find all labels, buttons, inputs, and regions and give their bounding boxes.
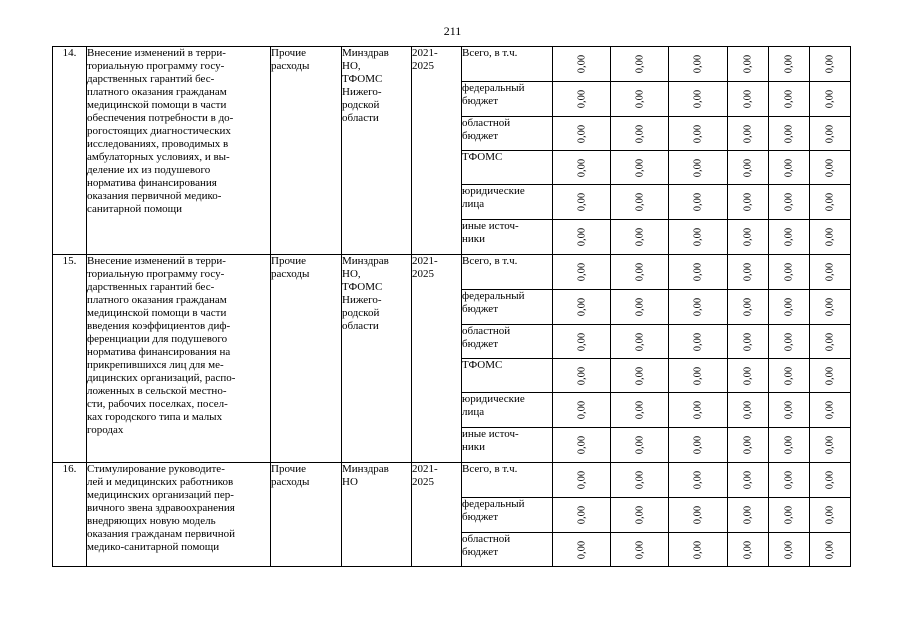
funding-value-text: 0,00 [634, 332, 645, 351]
funding-value [810, 325, 851, 359]
funding-value-text: 0,00 [742, 400, 754, 420]
funding-value-text: 0,00 [783, 470, 795, 490]
funding-value-text: 0,00 [634, 124, 645, 143]
funding-value [769, 151, 810, 185]
funding-value-text: 0,00 [783, 89, 795, 109]
funding-value-text: 0,00 [783, 158, 795, 177]
funding-value-text: 0,00 [742, 124, 754, 143]
funding-value [810, 117, 851, 151]
funding-value-text: 0,00 [634, 192, 645, 212]
table-row [53, 463, 851, 498]
funding-value [810, 185, 851, 220]
funding-value [611, 47, 669, 82]
measure-number-text: 16. [62, 463, 77, 475]
funding-value-text: 0,00 [692, 470, 704, 490]
funding-source-text: Всего, в т.ч. [462, 255, 518, 267]
funding-value [769, 325, 810, 359]
funding-value [728, 393, 769, 428]
period-text: 2021- 2025 [412, 463, 438, 488]
funding-value-text: 0,00 [576, 332, 587, 351]
funding-value-text: 0,00 [634, 435, 645, 455]
funding-value [810, 359, 851, 393]
funding-source-text: юридические лица [462, 185, 525, 210]
funding-value-text: 0,00 [824, 158, 836, 177]
funding-source-text: ТФОМС [462, 151, 503, 163]
funding-value [728, 185, 769, 220]
funding-value-text: 0,00 [742, 89, 754, 109]
funding-value-text: 0,00 [634, 227, 645, 247]
executor [342, 47, 412, 255]
funding-source-text: федеральный бюджет [462, 290, 525, 315]
funding-source [462, 255, 553, 290]
funding-value-text: 0,00 [824, 470, 836, 490]
funding-value [728, 428, 769, 463]
funding-value [553, 290, 611, 325]
funding-value [669, 428, 728, 463]
funding-value [611, 533, 669, 567]
funding-value-text: 0,00 [692, 158, 704, 177]
expense-type-text: Прочие расходы [271, 463, 310, 488]
funding-value [553, 117, 611, 151]
funding-value [553, 463, 611, 498]
funding-value-text: 0,00 [783, 400, 795, 420]
funding-value [769, 533, 810, 567]
expense-type [271, 255, 342, 463]
funding-source [462, 325, 553, 359]
funding-value [769, 185, 810, 220]
funding-value-text: 0,00 [634, 505, 645, 525]
funding-source-text: иные источ- ники [462, 220, 519, 245]
funding-value-text: 0,00 [783, 54, 795, 74]
funding-value [728, 498, 769, 533]
funding-value-text: 0,00 [824, 262, 836, 282]
funding-value [553, 325, 611, 359]
funding-value-text: 0,00 [576, 505, 587, 525]
funding-source-text: Всего, в т.ч. [462, 463, 518, 475]
funding-value-text: 0,00 [634, 89, 645, 109]
funding-value-text: 0,00 [742, 192, 754, 212]
period [412, 255, 462, 463]
period [412, 47, 462, 255]
funding-value [553, 255, 611, 290]
funding-value-text: 0,00 [634, 400, 645, 420]
funding-value [769, 428, 810, 463]
funding-source-text: областной бюджет [462, 117, 511, 142]
funding-value-text: 0,00 [692, 89, 704, 109]
funding-source [462, 151, 553, 185]
funding-value-text: 0,00 [576, 470, 587, 490]
funding-value-text: 0,00 [783, 435, 795, 455]
funding-value [669, 117, 728, 151]
funding-value [611, 428, 669, 463]
funding-source [462, 47, 553, 82]
funding-value-text: 0,00 [576, 366, 587, 385]
funding-value [553, 498, 611, 533]
funding-value [611, 325, 669, 359]
period-text: 2021- 2025 [412, 47, 438, 72]
funding-value-text: 0,00 [634, 366, 645, 385]
funding-value [769, 290, 810, 325]
funding-value-text: 0,00 [824, 505, 836, 525]
funding-value [553, 533, 611, 567]
funding-value-text: 0,00 [576, 435, 587, 455]
funding-value [611, 255, 669, 290]
funding-value-text: 0,00 [824, 400, 836, 420]
funding-value [611, 185, 669, 220]
funding-value [769, 255, 810, 290]
period-text: 2021- 2025 [412, 255, 438, 280]
period [412, 463, 462, 567]
funding-value [810, 428, 851, 463]
funding-source [462, 428, 553, 463]
funding-value [669, 255, 728, 290]
funding-value [769, 220, 810, 255]
measure-description [87, 47, 271, 255]
funding-value [669, 82, 728, 117]
funding-source-text: областной бюджет [462, 325, 511, 350]
funding-value-text: 0,00 [783, 262, 795, 282]
expense-type [271, 47, 342, 255]
funding-value [769, 117, 810, 151]
funding-value-text: 0,00 [742, 435, 754, 455]
funding-source [462, 290, 553, 325]
funding-value-text: 0,00 [824, 540, 836, 559]
funding-value [611, 393, 669, 428]
funding-source [462, 533, 553, 567]
funding-source [462, 185, 553, 220]
funding-value [669, 393, 728, 428]
funding-value-text: 0,00 [783, 505, 795, 525]
funding-value [553, 359, 611, 393]
table-body [53, 47, 851, 567]
executor [342, 255, 412, 463]
funding-value-text: 0,00 [824, 435, 836, 455]
funding-value-text: 0,00 [742, 262, 754, 282]
measure-number-text: 14. [62, 47, 77, 59]
funding-value [728, 151, 769, 185]
funding-value [611, 117, 669, 151]
funding-value-text: 0,00 [692, 262, 704, 282]
funding-value-text: 0,00 [576, 540, 587, 559]
funding-value [810, 255, 851, 290]
funding-value-text: 0,00 [742, 297, 754, 317]
funding-value-text: 0,00 [692, 332, 704, 351]
funding-value [553, 82, 611, 117]
funding-value-text: 0,00 [692, 297, 704, 317]
funding-source-text: федеральный бюджет [462, 498, 525, 523]
funding-value [728, 325, 769, 359]
funding-value-text: 0,00 [576, 262, 587, 282]
funding-value [810, 220, 851, 255]
funding-value [810, 463, 851, 498]
funding-value [810, 533, 851, 567]
funding-value-text: 0,00 [824, 227, 836, 247]
funding-table [52, 46, 851, 567]
executor-text: Минздрав НО, ТФОМС Нижего- родской области [342, 255, 389, 332]
measure-description-text: Стимулирование руководите- лей и медицинских работников медицинских организаций пер- вичного звена здравоохранения внедряющих новую модель оказания гражданам первичной медико-санитарной помощи [87, 463, 235, 553]
funding-value-text: 0,00 [824, 297, 836, 317]
funding-value [728, 255, 769, 290]
funding-value-text: 0,00 [576, 158, 587, 177]
funding-value-text: 0,00 [742, 470, 754, 490]
funding-value [769, 47, 810, 82]
funding-source [462, 498, 553, 533]
funding-value-text: 0,00 [692, 192, 704, 212]
funding-value-text: 0,00 [783, 227, 795, 247]
funding-value-text: 0,00 [692, 505, 704, 525]
funding-value-text: 0,00 [634, 262, 645, 282]
funding-value [553, 47, 611, 82]
funding-value [810, 498, 851, 533]
measure-number [53, 463, 87, 567]
funding-value [769, 82, 810, 117]
funding-value-text: 0,00 [634, 54, 645, 74]
funding-value [810, 47, 851, 82]
funding-value [669, 185, 728, 220]
funding-value-text: 0,00 [576, 192, 587, 212]
funding-source [462, 463, 553, 498]
funding-value [728, 290, 769, 325]
funding-value [611, 151, 669, 185]
executor [342, 463, 412, 567]
funding-source-text: иные источ- ники [462, 428, 519, 453]
funding-value [553, 220, 611, 255]
funding-value-text: 0,00 [742, 332, 754, 351]
funding-value-text: 0,00 [692, 227, 704, 247]
executor-text: Минздрав НО [342, 463, 389, 488]
funding-value-text: 0,00 [783, 124, 795, 143]
funding-value-text: 0,00 [576, 400, 587, 420]
funding-value [669, 325, 728, 359]
funding-source-text: юридические лица [462, 393, 525, 418]
funding-value-text: 0,00 [742, 54, 754, 74]
funding-value [810, 290, 851, 325]
executor-text: Минздрав НО, ТФОМС Нижего- родской области [342, 47, 389, 124]
funding-value [669, 533, 728, 567]
funding-value-text: 0,00 [692, 435, 704, 455]
funding-value-text: 0,00 [824, 192, 836, 212]
table-row [53, 47, 851, 82]
funding-value [810, 82, 851, 117]
funding-value-text: 0,00 [742, 366, 754, 385]
funding-value-text: 0,00 [634, 470, 645, 490]
funding-value-text: 0,00 [576, 89, 587, 109]
funding-value-text: 0,00 [692, 400, 704, 420]
funding-value [611, 220, 669, 255]
funding-value [553, 428, 611, 463]
funding-value-text: 0,00 [742, 505, 754, 525]
funding-value [553, 393, 611, 428]
measure-number-text: 15. [62, 255, 77, 267]
funding-value [728, 117, 769, 151]
funding-value-text: 0,00 [824, 332, 836, 351]
funding-value [611, 82, 669, 117]
funding-value [810, 151, 851, 185]
funding-value [669, 290, 728, 325]
funding-value-text: 0,00 [576, 297, 587, 317]
funding-value-text: 0,00 [634, 158, 645, 177]
funding-value [611, 359, 669, 393]
expense-type [271, 463, 342, 567]
funding-value-text: 0,00 [692, 366, 704, 385]
funding-source [462, 359, 553, 393]
funding-value [669, 463, 728, 498]
funding-source-text: ТФОМС [462, 359, 503, 371]
funding-value [810, 393, 851, 428]
measure-description-text: Внесение изменений в терри- ториальную программу госу- дарственных гарантий бес- платного оказания гражданам медицинской помощи в части введения коэффициентов диф- ференциации для подушевого норматива финансирования на прикрепившихся лиц для ме- дицинских организаций, распо- ложенных в сельской местно- сти, рабочих поселках, посел- ках городского типа и малых городах [87, 255, 236, 436]
funding-value-text: 0,00 [576, 227, 587, 247]
funding-value-text: 0,00 [824, 54, 836, 74]
funding-value [669, 47, 728, 82]
funding-value-text: 0,00 [692, 54, 704, 74]
funding-value-text: 0,00 [634, 297, 645, 317]
funding-value [669, 220, 728, 255]
funding-value [553, 151, 611, 185]
funding-value-text: 0,00 [742, 227, 754, 247]
funding-value [769, 498, 810, 533]
funding-value-text: 0,00 [783, 540, 795, 559]
expense-type-text: Прочие расходы [271, 255, 310, 280]
funding-value [728, 359, 769, 393]
measure-number [53, 47, 87, 255]
funding-value-text: 0,00 [742, 158, 754, 177]
funding-value [728, 47, 769, 82]
funding-source [462, 220, 553, 255]
measure-description-text: Внесение изменений в терри- ториальную программу госу- дарственных гарантий бес- платного оказания гражданам медицинской помощи в части обеспечения потребности в до- рогостоящих диагностических исследованиях, проводимых в амбулаторных условиях, и вы- деление их из подушевого норматива финансирования оказания первичной медико- санитарной помощи [87, 47, 234, 215]
funding-value-text: 0,00 [783, 332, 795, 351]
funding-value [769, 463, 810, 498]
funding-value-text: 0,00 [783, 297, 795, 317]
funding-value [728, 82, 769, 117]
funding-value [553, 185, 611, 220]
funding-source-text: Всего, в т.ч. [462, 47, 518, 59]
funding-value [728, 533, 769, 567]
funding-value-text: 0,00 [634, 540, 645, 559]
funding-source [462, 82, 553, 117]
measure-number [53, 255, 87, 463]
page-number: 211 [443, 24, 462, 38]
funding-value-text: 0,00 [824, 89, 836, 109]
funding-value-text: 0,00 [576, 54, 587, 74]
measure-description [87, 463, 271, 567]
funding-value [611, 463, 669, 498]
funding-value-text: 0,00 [742, 540, 754, 559]
expense-type-text: Прочие расходы [271, 47, 310, 72]
funding-value-text: 0,00 [824, 124, 836, 143]
funding-source [462, 117, 553, 151]
funding-source-text: областной бюджет [462, 533, 511, 558]
funding-source-text: федеральный бюджет [462, 82, 525, 107]
funding-value [611, 498, 669, 533]
funding-value [669, 498, 728, 533]
funding-value [611, 290, 669, 325]
funding-value [769, 359, 810, 393]
funding-value [769, 393, 810, 428]
funding-value-text: 0,00 [824, 366, 836, 385]
measure-description [87, 255, 271, 463]
funding-value [669, 359, 728, 393]
table-row [53, 255, 851, 290]
funding-value-text: 0,00 [783, 192, 795, 212]
funding-source [462, 393, 553, 428]
funding-value-text: 0,00 [692, 124, 704, 143]
funding-value-text: 0,00 [576, 124, 587, 143]
funding-value-text: 0,00 [692, 540, 704, 559]
funding-value-text: 0,00 [783, 366, 795, 385]
funding-value [728, 220, 769, 255]
funding-value [728, 463, 769, 498]
funding-value [669, 151, 728, 185]
